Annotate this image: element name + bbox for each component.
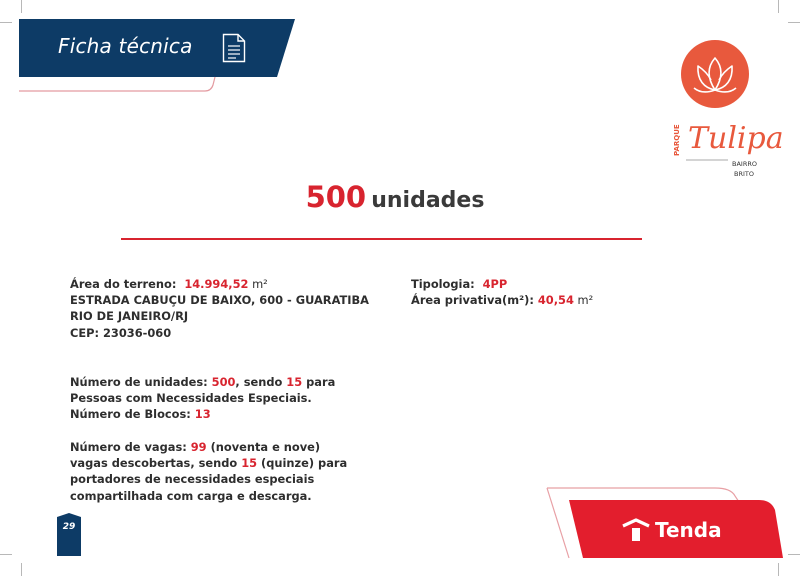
parking-line-2: vagas descobertas, sendo 15 (quinze) para: [70, 456, 348, 471]
parking-line-4: compartilhada com carga e descarga.: [70, 488, 312, 503]
blocks-line: Número de Blocos: 13: [70, 407, 211, 422]
cep-line: CEP: 23036-060: [70, 325, 172, 340]
units-line: Número de unidades: 500, sendo 15 para: [70, 375, 336, 389]
crop-mark: [788, 554, 800, 555]
headline-number: 500: [305, 180, 367, 214]
street-line: ESTRADA CABUÇU DE BAIXO, 600 - GUARATIBA: [70, 293, 370, 308]
city-line: RIO DE JANEIRO/RJ: [70, 309, 189, 324]
parque-tulipa-logo: [670, 38, 784, 188]
svg-text:Tulipa: Tulipa: [688, 121, 784, 156]
svg-text:BAIRRO: BAIRRO: [732, 160, 757, 168]
svg-text:PARQUE: PARQUE: [673, 124, 681, 156]
header-underline: [19, 77, 215, 93]
crop-mark: [778, 563, 779, 576]
private-area-line: Área privativa(m²): 40,54 m²: [411, 293, 594, 308]
crop-mark: [21, 563, 22, 576]
parking-line: Número de vagas: 99 (noventa e nove): [70, 440, 321, 454]
parking-block: [70, 439, 347, 504]
crop-mark: [788, 22, 800, 23]
crop-mark: [21, 0, 22, 13]
headline-unit: unidades: [371, 188, 485, 213]
crop-mark: [0, 554, 12, 555]
parking-line-3: portadores de necessidades especiais: [70, 472, 315, 487]
page-title: Ficha técnica: [58, 34, 193, 58]
area-line: Área do terreno: 14.994,52 m²: [70, 277, 268, 291]
crop-mark: [0, 22, 12, 23]
units-line-2: Pessoas com Necessidades Especiais.: [70, 391, 312, 406]
page-number: 29: [62, 522, 76, 532]
svg-text:BRITO: BRITO: [734, 170, 754, 178]
document-icon: [222, 33, 246, 63]
typology-value: 4PP: [482, 277, 508, 291]
divider: [121, 238, 642, 240]
typology-line: Tipologia: 4PP: [411, 277, 508, 291]
page-number-tab: [57, 513, 81, 556]
units-block: [70, 374, 335, 423]
tenda-logo-text: Tenda: [655, 518, 722, 542]
headline: [0, 180, 790, 214]
private-area-value: 40,54: [537, 293, 574, 308]
tulip-logo-icon: [670, 38, 784, 188]
tenda-logo-icon: [621, 518, 651, 542]
typology-block: [411, 276, 593, 308]
address-block: [70, 276, 369, 341]
area-value: 14.994,52: [184, 277, 249, 291]
crop-mark: [778, 0, 779, 13]
